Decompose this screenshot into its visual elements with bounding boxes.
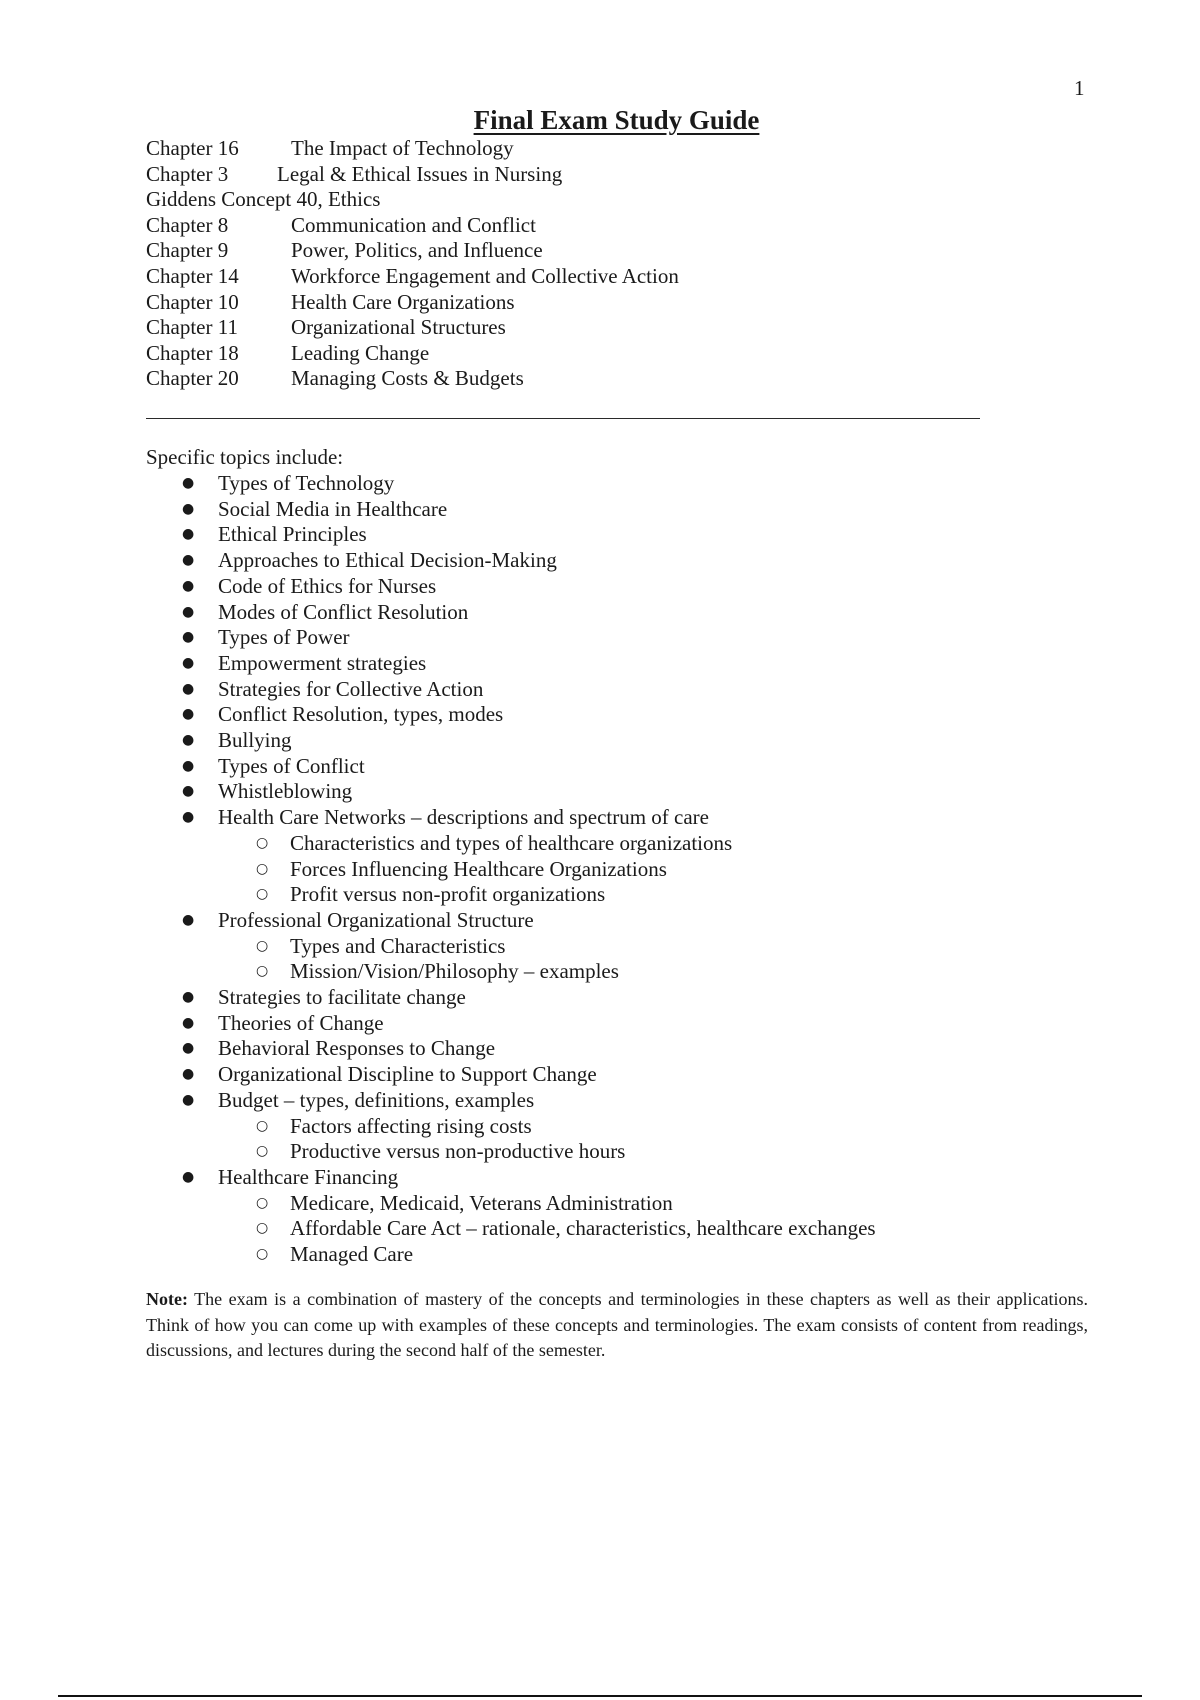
chapter-row [146,341,1046,367]
subtopic-item: ○ Characteristics and types of healthcare organizations [218,831,1106,857]
chapter-row [146,136,1046,162]
topic-item [146,625,1106,651]
topic-item [146,908,1106,985]
chapter-title: The Impact of Technology [291,136,514,160]
topic-item [146,651,1106,677]
topic-item [146,1036,1106,1062]
subtopic-item: ○ Factors affecting rising costs [218,1114,1106,1140]
subtopic-item: ○ Productive versus non-productive hours [218,1139,1106,1165]
topic-item [146,1011,1106,1037]
topic-text: Healthcare Financing [218,1164,399,1189]
topics-list [146,471,1106,1268]
topic-item [146,728,1106,754]
chapter-number: Chapter 8 [146,212,229,237]
topic-text: Theories of Change [218,1010,384,1035]
note-text: The exam is a combination of mastery of the concepts and terminologies in these chapters as well as their applications. Think of how you can come up with examples of these concepts and terminologies. The exam consists of content from readings, discussions, and lectures during the second half of the semester. [146,1289,1088,1360]
chapter-number: Chapter 18 [146,340,239,365]
subtopic-item: ○ Profit versus non-profit organizations [218,882,1106,908]
topic-text: Types of Conflict [218,753,365,778]
chapter-number: Chapter 10 [146,289,239,314]
subtopic-list [218,1114,1106,1165]
topic-item [146,497,1106,523]
topic-text: Organizational Discipline to Support Change [218,1062,597,1087]
topic-text: Conflict Resolution, types, modes [218,702,504,727]
chapter-number: Chapter 11 [146,315,238,340]
topic-item [146,779,1106,805]
chapter-title: Organizational Structures [291,315,506,340]
chapter-row [146,366,1046,392]
chapter-title: Leading Change [291,340,430,365]
chapter-row [146,162,1046,188]
chapter-row [146,315,1046,341]
topic-text: Types of Technology [218,471,395,495]
topic-item [146,677,1106,703]
topic-text: Strategies for Collective Action [218,676,484,701]
chapter-title: Legal & Ethical Issues in Nursing [277,161,563,186]
subtopic-item: ○ Forces Influencing Healthcare Organizations [218,857,1106,883]
chapter-row [146,238,1046,264]
page-number: 1 [1074,76,1085,100]
chapter-number: Chapter 9 [146,238,229,263]
chapter-title: Communication and Conflict [291,212,536,237]
topic-text: Modes of Conflict Resolution [218,599,469,624]
topic-item [146,1062,1106,1088]
topic-item [146,548,1106,574]
chapter-list [146,136,1046,392]
topic-item [146,1088,1106,1165]
note-paragraph [146,1287,1088,1364]
chapter-row [146,264,1046,290]
topic-item [146,522,1106,548]
page-title: Final Exam Study Guide [473,105,760,135]
topic-text: Budget – types, definitions, examples [218,1087,535,1112]
note-label: Note: [146,1289,188,1309]
subtopic-item: ○ Affordable Care Act – rationale, characteristics, healthcare exchanges [218,1216,1106,1242]
topic-text: Social Media in Healthcare [218,496,448,521]
topic-text: Bullying [218,728,292,753]
topic-text: Health Care Networks – descriptions and spectrum of care [218,805,709,830]
topic-item [146,754,1106,780]
chapter-number: Chapter 16 [146,136,239,160]
topic-text: Ethical Principles [218,522,367,547]
topic-item [146,985,1106,1011]
topic-text: Whistleblowing [218,779,353,804]
topic-item [146,805,1106,908]
subtopic-list [218,934,1106,985]
topic-item [146,702,1106,728]
chapter-number: Chapter 20 [146,366,239,391]
chapter-combined: Giddens Concept 40, Ethics [146,187,381,212]
subtopic-list [218,831,1106,908]
topic-item [146,600,1106,626]
chapter-title: Power, Politics, and Influence [291,238,543,263]
topic-text: Strategies to facilitate change [218,985,466,1010]
page-bottom-rule [58,1695,1142,1697]
topic-text: Code of Ethics for Nurses [218,573,437,598]
topic-item [146,471,1106,497]
subtopic-item: ○ Medicare, Medicaid, Veterans Administration [218,1191,1106,1217]
topics-intro: Specific topics include: [146,445,344,469]
chapter-number: Chapter 14 [146,263,239,288]
subtopic-item: ○ Types and Characteristics [218,934,1106,960]
chapter-title: Workforce Engagement and Collective Action [291,263,679,288]
topic-text: Approaches to Ethical Decision-Making [218,548,557,573]
chapter-number: Chapter 3 [146,161,229,186]
topic-text: Types of Power [218,625,350,650]
chapter-title: Health Care Organizations [291,289,515,314]
chapter-row [146,187,1046,213]
chapter-row [146,213,1046,239]
topic-text: Professional Organizational Structure [218,907,534,932]
subtopic-item: ○ Managed Care [218,1242,1106,1268]
topic-item [146,574,1106,600]
topic-text: Behavioral Responses to Change [218,1036,496,1061]
topic-item [146,1165,1106,1268]
subtopic-list [218,1191,1106,1268]
chapter-title: Managing Costs & Budgets [291,366,524,391]
chapter-row [146,290,1046,316]
topic-text: Empowerment strategies [218,650,427,675]
section-divider [146,418,980,419]
subtopic-item: ○ Mission/Vision/Philosophy – examples [218,959,1106,985]
